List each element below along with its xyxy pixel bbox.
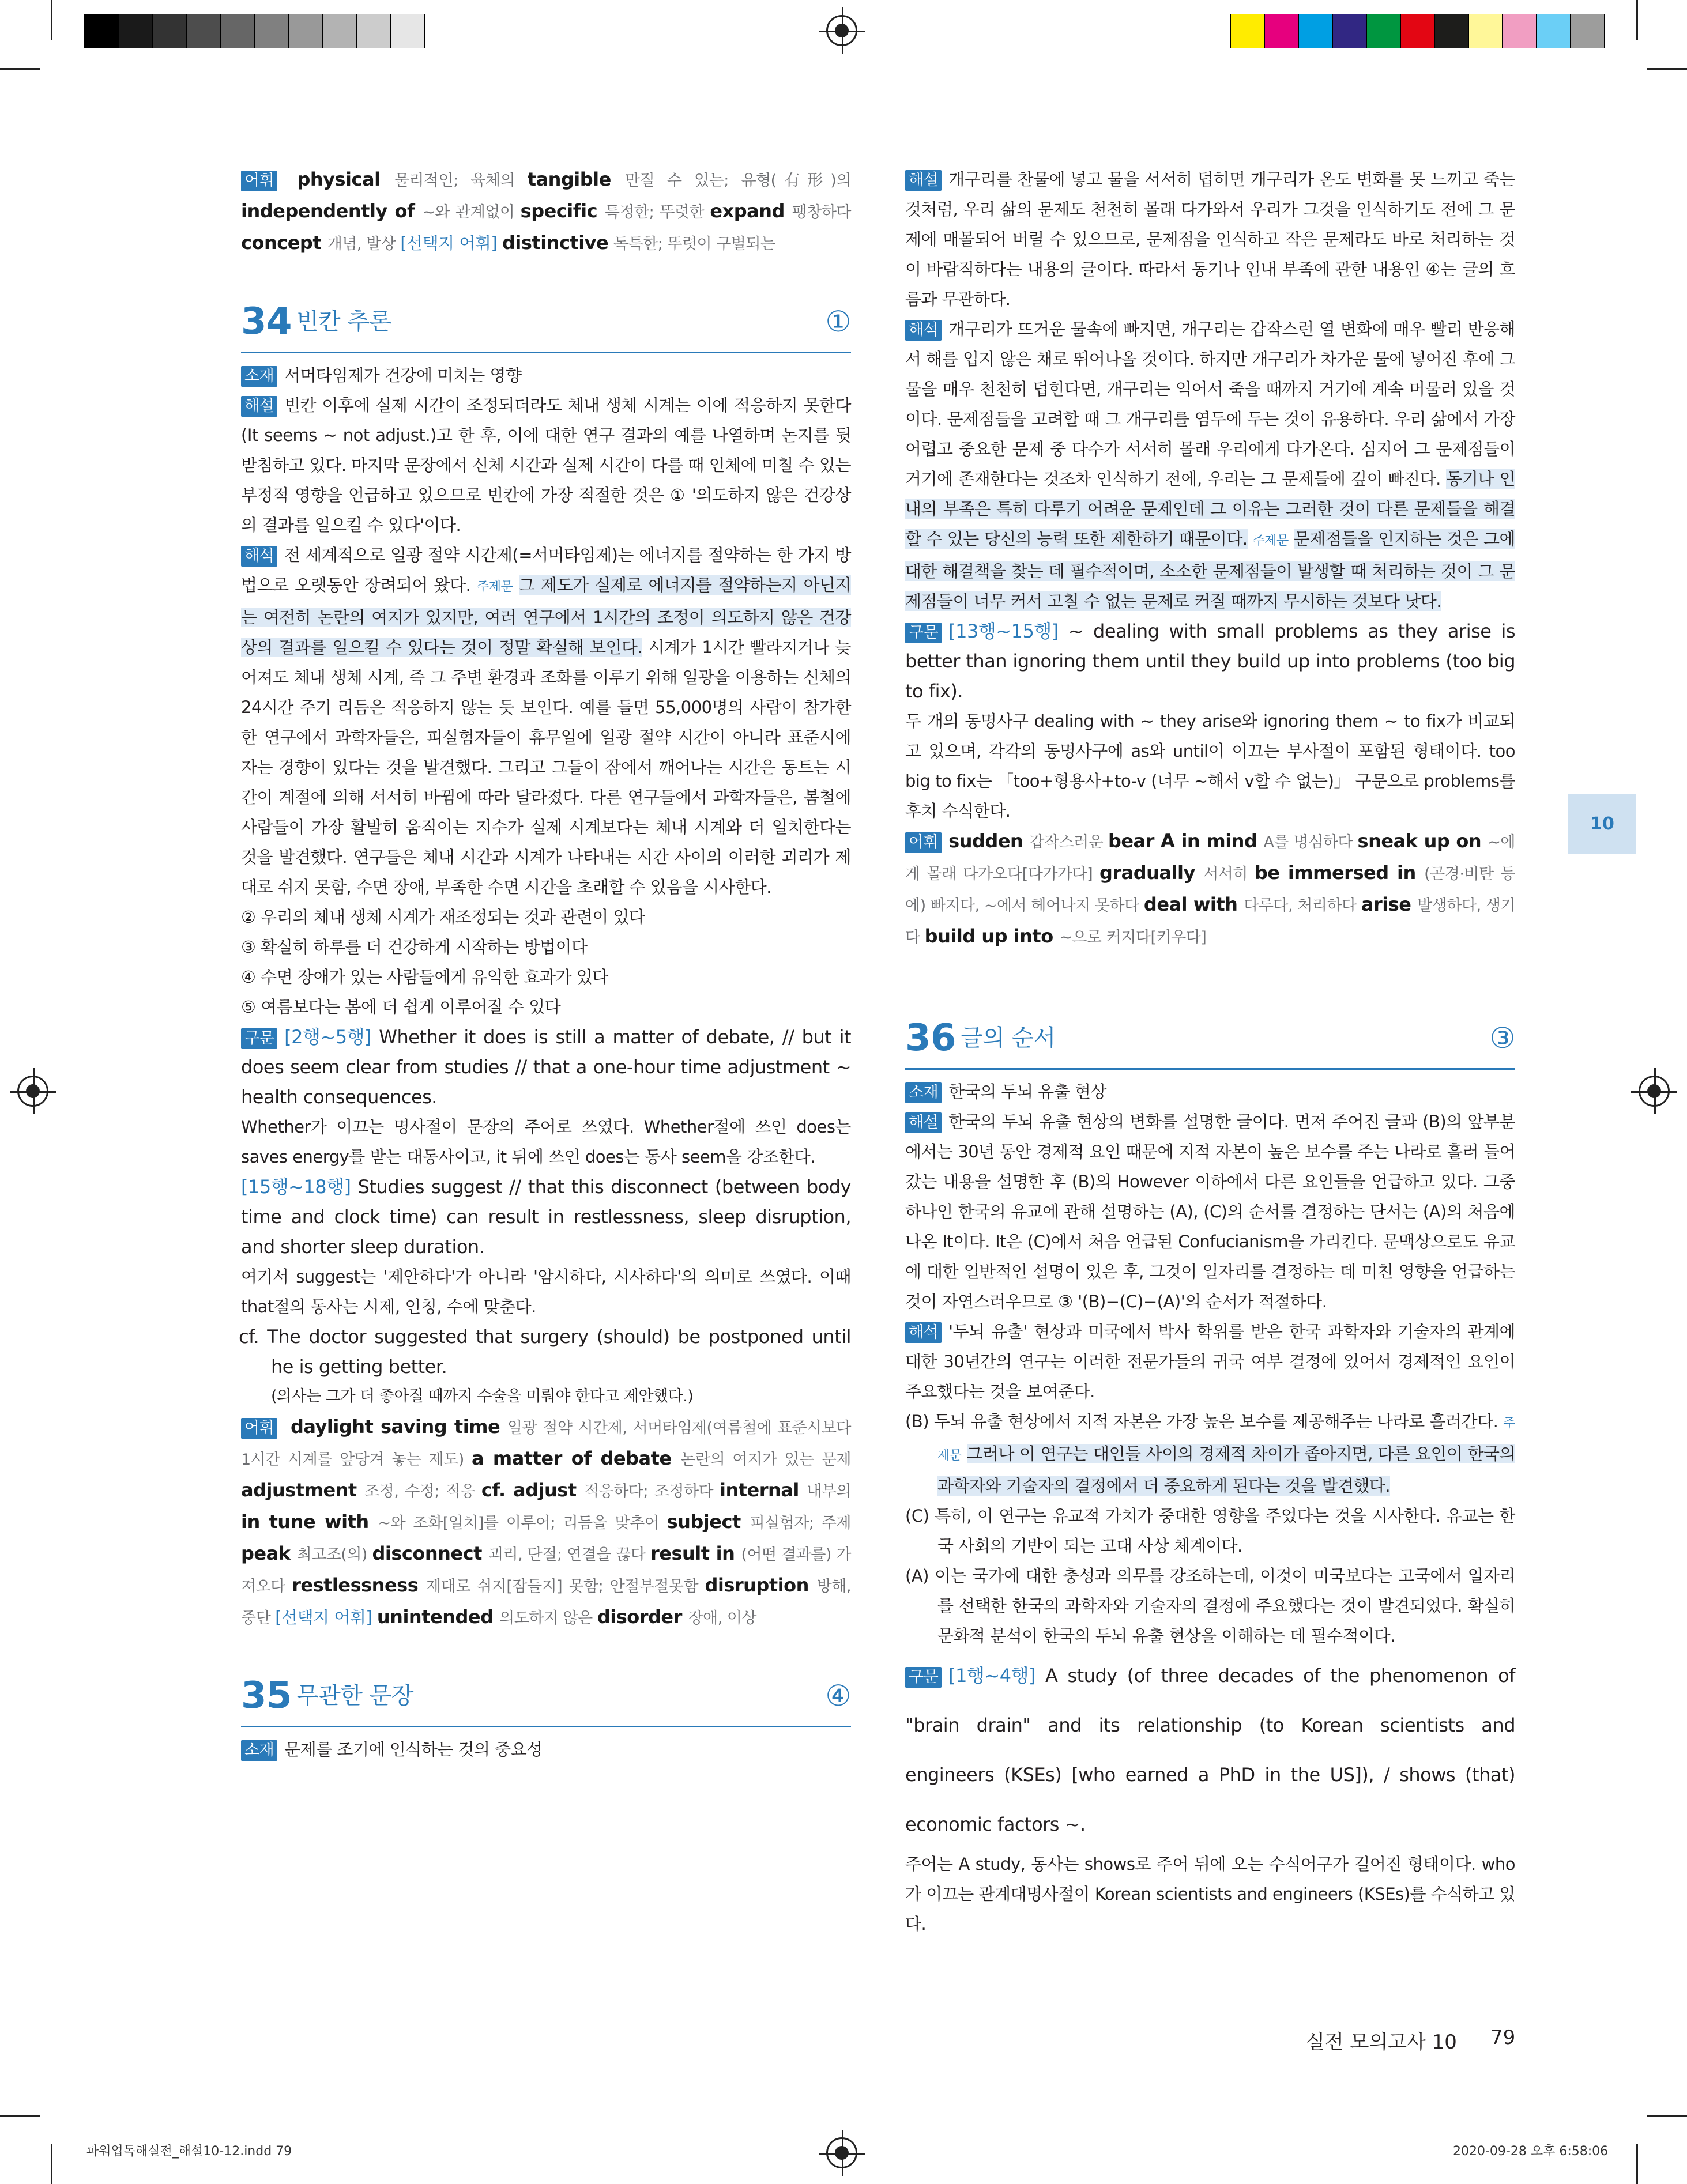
choice-vocab-tag: [선택지 어휘] — [400, 233, 498, 253]
color-swatch — [152, 14, 186, 48]
vocab-word: physical — [297, 168, 394, 190]
color-swatch — [1230, 14, 1264, 48]
vocab-word: in tune with — [241, 1511, 378, 1533]
option-item: ② 우리의 체내 생체 시계가 재조정되는 것과 관련이 있다 — [241, 907, 645, 927]
answer-number: ① — [825, 305, 851, 338]
syntax-36-note: 주어는 A study, 동사는 shows로 주어 뒤에 오는 수식어구가 길어진 형태이다. who가 이끄는 관계대명사절이 Korean scientists and engineers (KSEs)를 수식하고 있다. — [905, 1854, 1515, 1934]
irrelevant-sentence: 동기나 인내의 부족은 특히 다루기 어려운 문제인데 그 이유는 그러한 것이 다른 문제들을 해결할 수 있는 당신의 능력 또한 제한하기 때문이다. — [905, 469, 1515, 549]
color-swatch — [186, 14, 220, 48]
cf-translation: (의사는 그가 더 좋아질 때까지 수술을 미뤄야 한다고 제안했다.) — [271, 1387, 694, 1405]
option-item: ③ 확실히 하루를 더 건강하게 시작하는 방법이다 — [241, 937, 588, 957]
color-swatch — [288, 14, 322, 48]
option-item: ⑤ 여름보다는 봄에 더 쉽게 이루어질 수 있다 — [241, 997, 561, 1017]
color-swatch — [254, 14, 288, 48]
vocab-word: sudden — [948, 830, 1030, 852]
question-number: 35 — [241, 1674, 292, 1717]
registration-mark-top — [826, 15, 857, 46]
vocab-word: a matter of debate — [472, 1447, 681, 1469]
registration-mark-left — [17, 1076, 48, 1107]
theme-sentence: 그 제도가 실제로 에너지를 절약하는지 아닌지는 여전히 논란의 여지가 있지만, 여러 연구에서 1시간의 조정이 의도하지 않은 건강상의 결과를 일으킬 수 있다는 것이 정말 확실해 보인다. — [241, 575, 851, 657]
vocab-meaning: 조정, 수정; 적응 — [364, 1483, 481, 1500]
answer-number: ④ — [825, 1679, 851, 1713]
theme-sentence: 문제점들을 인지하는 것은 그에 대한 해결책을 찾는 데 필수적이며, 소소한 문제점들이 발생할 때 처리하는 것이 그 문제점들이 너무 커서 고칠 수 없는 문제로 커질 때까지 무시하는 것보다 낫다. — [905, 529, 1516, 611]
vocab-word: unintended — [376, 1606, 500, 1628]
registration-mark-bottom — [826, 2137, 857, 2168]
vocab-meaning: 최고조(의) — [296, 1546, 372, 1564]
color-swatch — [1571, 14, 1605, 48]
crop-mark — [0, 68, 40, 70]
vocab-meaning: 논란의 여지가 있는 문제 — [680, 1451, 852, 1469]
vocab-word: subject — [666, 1511, 750, 1533]
vocab-meaning: 괴리, 단절; 연결을 끊다 — [488, 1546, 650, 1564]
vocab-meaning: 일광 절약 시간제, 서머타임제(여름철에 표준시보다 1시간 시계를 앞당겨 놓는 제도) — [241, 1419, 851, 1469]
vocab-meaning: 제대로 쉬지[잠들지] 못함; 안절부절못함 — [426, 1578, 705, 1595]
question-number: 36 — [905, 1017, 957, 1059]
right-column — [905, 164, 1515, 1939]
vocab-meaning: 서서히 — [1203, 865, 1255, 883]
syntax-36: 구문 [1행~4행] A study (of three decades of the phenomenon of "brain drain" and its relationship (to Korean scientists and engineers (KSEs) [who earned a PhD in the US]), / shows (that) economic factors ~. — [905, 1665, 1516, 1835]
vocab-word: disruption — [705, 1574, 817, 1596]
vocab-meaning: 의도하지 않은 — [499, 1609, 597, 1627]
color-swatch — [84, 14, 118, 48]
vocab-word: independently of — [241, 200, 423, 222]
vocab-meaning: 갑작스러운 — [1029, 833, 1108, 851]
syntax-35-note: 두 개의 동명사구 dealing with ~ they arise와 ignoring them ~ to fix가 비교되고 있으며, 각각의 동명사구에 as와 until이 이끄는 부사절이 포함된 형태이다. too big to fix는 「too+형용사+to-v (너무 ~해서 v할 수 없는)」 구문으로 problems를 후치 수식한다. — [905, 711, 1515, 821]
syntax-1-note: Whether가 이끄는 명사절이 문장의 주어로 쓰였다. Whether절에 쓰인 does는 saves energy를 받는 대동사이고, it 뒤에 쓰인 does는 동사 seem을 강조한다. — [241, 1117, 851, 1167]
translation-36: 해석 '두뇌 유출' 현상과 미국에서 박사 학위를 받은 한국 과학자와 기술자의 관계에 대한 30년간의 연구는 이러한 전문가들의 귀국 여부 결정에 있어서 경제적인 요인이 주요했다는 것을 보여준다. — [905, 1322, 1515, 1401]
cf-example: cf. The doctor suggested that surgery (should) be postponed until he is getting better. — [239, 1326, 851, 1378]
question-number: 34 — [241, 300, 292, 343]
crop-mark — [1636, 2144, 1638, 2184]
color-swatch — [220, 14, 254, 48]
vocab-list — [241, 1417, 851, 1627]
question-34-header — [241, 292, 851, 353]
color-swatch — [1332, 14, 1366, 48]
explanation-35: 해설 개구리를 찬물에 넣고 물을 서서히 덥히면 개구리가 온도 변화를 못 느끼고 죽는 것처럼, 우리 삶의 문제도 천천히 몰래 다가와서 우리가 그것을 인식하기도 전에 그 문제에 매몰되어 버릴 수 있으므로, 문제점을 인식하고 작은 문제라도 바로 처리하는 것이 바람직하다는 내용의 글이다. 따라서 동기나 인내 부족에 관한 내용인 ④는 글의 흐름과 무관하다. — [905, 169, 1515, 309]
vocab-word: deal with — [1143, 893, 1244, 915]
vocab-meaning: A를 명심하다 — [1263, 833, 1358, 851]
vocab-word: disconnect — [372, 1542, 488, 1564]
color-swatch — [118, 14, 152, 48]
vocab-meaning: 적응하다; 조정하다 — [584, 1483, 720, 1500]
option-item: ④ 수면 장애가 있는 사람들에게 유익한 효과가 있다 — [241, 967, 608, 987]
paragraph-c: (C) 특히, 이 연구는 유교적 가치가 중대한 영향을 주었다는 것을 시사한다. 유교는 한국 사회의 기반이 되는 고대 사상 체계이다. — [905, 1506, 1515, 1556]
left-column — [241, 164, 851, 1764]
vocab-word: concept — [241, 232, 327, 254]
question-type: 글의 순서 — [961, 1025, 1056, 1051]
vocab-word: result in — [650, 1542, 741, 1564]
vocab-meaning: ~와 관계없이 — [422, 203, 521, 221]
vocab-word: bear A in mind — [1108, 830, 1264, 852]
vocab-word: specific — [520, 200, 605, 222]
wrong-options-list — [241, 902, 851, 1022]
syntax-35: 구문 [13행~15행] ~ dealing with small problems as they arise is better than ignoring them until they build up into problems (too big to fix). — [905, 620, 1516, 702]
crop-mark — [1647, 68, 1687, 70]
syntax-1: 구문 [2행~5행] Whether it does is still a matter of debate, // but it does seem clear from studies // that a one-hour time adjustment ~ health consequences. — [241, 1026, 852, 1108]
topic-line: 소재 서머타임제가 건강에 미치는 영향 — [241, 360, 851, 390]
footer-test-title: 실전 모의고사 10 — [1306, 2031, 1457, 2054]
vocab-meaning: ~으로 커지다[키우다] — [1059, 929, 1207, 946]
vocab-word: daylight saving time — [290, 1416, 507, 1438]
color-swatch — [1537, 14, 1571, 48]
question-type: 무관한 문장 — [296, 1683, 413, 1709]
vocab-meaning: ~와 조화[일치]를 이루어; 리듬을 맞추어 — [378, 1514, 667, 1532]
vocab-meaning: 방해, 중단 — [241, 1578, 851, 1627]
color-swatch — [1400, 14, 1434, 48]
vocab-meaning: ~에게 몰래 다가오다[다가가다] — [905, 833, 1516, 883]
vocab-word: expand — [710, 200, 792, 222]
vocab-meaning: 물리적인; 육체의 — [394, 172, 528, 190]
vocab-meaning: 독특한; 뚜렷이 구별되는 — [613, 235, 775, 253]
vocab-block-35: 어휘 sudden 갑작스러운 bear A in mind A를 명심하다 sneak up on ~에게 몰래 다가오다[다가가다] gradually 서서히 be immersed in (곤경·비탄 등에) 빠지다, ~에서 헤어나지 못하다 deal with 다루다, 처리하다 arise 발생하다, 생기다 build up into ~으로 커지다[키우다] — [905, 830, 1516, 947]
color-swatch — [1366, 14, 1400, 48]
vocab-word: build up into — [924, 925, 1060, 947]
explanation-36: 해설 한국의 두뇌 유출 현상의 변화를 설명한 글이다. 먼저 주어진 글과 (B)의 앞부분에서는 30년 동안 경제적 요인 때문에 지적 자본이 높은 보수를 주는 나라로 흘러 들어갔는 내용을 설명한 후 (B)의 However 이하에서 다른 요인들을 언급하고 있다. 그중 하나인 한국의 유교에 관해 설명하는 (A), (C)의 순서를 결정하는 단서는 (A)의 처음에 나온 It이다. It은 (C)에서 처음 언급된 Confucianism을 가리킨다. 문맥상으로도 유교에 대한 일반적인 설명이 있은 후, 그것이 일자리를 결정하는 데 미친 영향을 언급하는 것이 자연스러우므로 ③ '(B)−(C)−(A)'의 순서가 적절하다. — [905, 1112, 1515, 1311]
color-swatch — [1434, 14, 1468, 48]
vocab-word: gradually — [1099, 862, 1204, 884]
vocab-word: cf. adjust — [481, 1479, 585, 1501]
color-swatch — [356, 14, 390, 48]
crop-mark — [1636, 0, 1638, 40]
vocab-meaning: 내부의 — [807, 1483, 852, 1500]
paragraph-b: (B) 두뇌 유출 현상에서 지적 자본은 가장 높은 보수를 제공해주는 나라로 흘러간다. 주제문 그러나 이 연구는 대인들 사이의 경제적 차이가 좁아지면, 다른 요인이 한국의 과학자와 기술자의 결정에서 더 중요하게 된다는 것을 발견했다. — [905, 1412, 1515, 1496]
cmyk-color-bar — [1230, 14, 1605, 48]
page-number: 79 — [1490, 2026, 1516, 2049]
slug-datetime: 2020-09-28 오후 6:58:06 — [1453, 2144, 1609, 2159]
crop-mark — [1647, 2115, 1687, 2117]
vocab-block-33 — [241, 164, 851, 259]
vocab-word: tangible — [527, 168, 626, 190]
vocab-meaning: 피실험자; 주제 — [750, 1514, 852, 1532]
vocab-word: be immersed in — [1254, 862, 1425, 884]
vocab-meaning: (어떤 결과를) 가져오다 — [241, 1546, 852, 1595]
explanation: 해설 빈칸 이후에 실제 시간이 조정되더라도 체내 생체 시계는 이에 적응하지 못한다(It seems ~ not adjust.)고 한 후, 이에 대한 연구 결과의 예를 나열하며 논지를 뒷받침하고 있다. 마지막 문장에서 신체 시간과 실제 시간이 다를 때 인체에 미칠 수 있는 부정적 영향을 언급하고 있으므로 빈칸에 가장 적절한 것은 ① '의도하지 않은 건강상의 결과를 일으킬 수 있다'이다. — [241, 395, 851, 535]
vocab-word: peak — [241, 1542, 297, 1564]
question-type: 빈칸 추론 — [296, 308, 391, 335]
vocab-meaning: 만질 수 있는; 유형(有形)의 — [625, 172, 851, 190]
color-swatch — [322, 14, 356, 48]
choice-vocab-list — [377, 1608, 756, 1627]
syntax-2: [15행~18행] Studies suggest // that this disconnect (between body time and clock time) can result in restlessness, sleep disruption, and shorter sleep duration. — [241, 1176, 852, 1258]
crop-mark — [0, 2115, 40, 2117]
color-swatch — [1298, 14, 1332, 48]
color-swatch — [1503, 14, 1537, 48]
vocab-meaning: 팽창하다 — [792, 203, 851, 221]
vocab-tag: 어휘 — [241, 171, 277, 191]
topic-line: 소재 문제를 조기에 인식하는 것의 중요성 — [241, 1734, 851, 1764]
vocab-word: distinctive — [502, 232, 609, 254]
answer-number: ③ — [1489, 1021, 1515, 1055]
registration-mark-right — [1639, 1076, 1670, 1107]
color-swatch — [390, 14, 424, 48]
vocab-list — [905, 832, 1515, 946]
vocab-word: arise — [1361, 893, 1418, 915]
crop-mark — [51, 0, 52, 40]
vocab-meaning: 발생하다, 생기다 — [905, 897, 1516, 946]
vocab-word: disorder — [597, 1606, 688, 1628]
vocab-meaning: 특정한; 뚜렷한 — [604, 203, 710, 221]
vocab-word: sneak up on — [1357, 830, 1488, 852]
topic-line: 소재 한국의 두뇌 유출 현상 — [905, 1077, 1515, 1107]
paragraph-a: (A) 이는 국가에 대한 충성과 의무를 강조하는데, 이것이 미국보다는 고국에서 일자리를 선택한 한국의 과학자와 기술자의 결정에 주요했다는 것이 발견되었다. 확실히 문화적 분석이 한국의 두뇌 유출 현상을 이해하는 데 필수적이다. — [905, 1566, 1515, 1646]
vocab-meaning: 장애, 이상 — [688, 1609, 757, 1627]
vocab-word: internal — [720, 1479, 807, 1501]
color-swatch — [424, 14, 458, 48]
slug-filename: 파워업독해실전_해설10-12.indd 79 — [86, 2144, 292, 2159]
chapter-side-tab: 10 — [1568, 794, 1636, 854]
color-swatch — [1468, 14, 1503, 48]
translation: 해석 전 세계적으로 일광 절약 시간제(=서머타임제)는 에너지를 절약하는 한 가지 방법으로 오랫동안 장려되어 왔다. 주제문 그 제도가 실제로 에너지를 절약하는지 아닌지는 여전히 논란의 여지가 있지만, 여러 연구에서 1시간의 조정이 의도하지 않은 건강상의 결과를 일으킬 수 있다는 것이 정말 확실해 보인다. 시계가 1시간 빨라지거나 늦어져도 체내 생체 시계, 즉 그 주변 환경과 조화를 이루기 위해 일광을 이용하는 신체의 24시간 주기 리듬은 적응하지 않는 듯 보인다. 예를 들면 55,000명의 사람이 참가한 한 연구에서 과학자들은, 피실험자들이 휴무일에 일광 절약 시간이 아니라 표준시에 자는 경향이 있다는 것을 발견했다. 그리고 그들이 잠에서 깨어나는 시간은 동트는 시간이 계절에 의해 서서히 바뀜에 따라 달라졌다. 다른 연구들에서 과학자들은, 봄철에 사람들이 가장 활발히 움직이는 지수가 실제 시계보다는 체내 시계와 더 일치한다는 것을 발견했다. 연구들은 체내 시간과 시계가 나타내는 시간 사이의 이러한 괴리가 제대로 쉬지 못함, 수면 장애, 부족한 수면 시간을 초래할 수 있음을 시사한다. — [241, 545, 851, 897]
theme-label: 주제문 — [477, 580, 513, 594]
vocab-word: restlessness — [292, 1574, 427, 1596]
question-36-header — [905, 1008, 1515, 1070]
theme-label: 주제문 — [1252, 534, 1289, 548]
translation-35: 해석 개구리가 뜨거운 물속에 빠지면, 개구리는 갑작스런 열 변화에 매우 빨리 반응해서 해를 입지 않은 채로 뛰어나올 것이다. 하지만 개구리가 차가운 물에 넣어진 후에 그 물을 매우 천천히 덥힌다면, 개구리는 익어서 죽을 때까지 거기에 계속 머물러 있을 것이다. 문제점들을 고려할 때 그 개구리를 염두에 두는 것이 유용하다. 우리 삶에서 가장 어렵고 중요한 문제 중 다수가 서서히 몰래 우리에게 다가온다. 심지어 그 문제점들이 거기에 존재한다는 것조차 인식하기 전에, 우리는 그 문제들에 깊이 빠진다. 동기나 인내의 부족은 특히 다루기 어려운 문제인데 그 이유는 그러한 것이 다른 문제들을 해결할 수 있는 당신의 능력 또한 제한하기 때문이다. 주제문 문제점들을 인지하는 것은 그에 대한 해결책을 찾는 데 필수적이며, 소소한 문제점들이 발생할 때 처리하는 것이 그 문제점들이 너무 커서 고칠 수 없는 문제로 커질 때까지 무시하는 것보다 낫다. — [905, 319, 1516, 611]
vocab-block-34: 어휘 daylight saving time 일광 절약 시간제, 서머타임제(여름철에 표준시보다 1시간 시계를 앞당겨 놓는 제도) a matter of debate 논란의 여지가 있는 문제 adjustment 조정, 수정; 적응 cf. adjust 적응하다; 조정하다 internal 내부의 in tune with ~와 조화[일치]를 이루어; 리듬을 맞추어 subject 피실험자; 주제 peak 최고조(의) disconnect 괴리, 단절; 연결을 끊다 result in (어떤 결과를) 가져오다 restlessness 제대로 쉬지[잠들지] 못함; 안절부절못함 disruption 방해, 중단 [선택지 어휘] unintended 의도하지 않은 disorder 장애, 이상 — [241, 1416, 852, 1628]
crop-mark — [51, 2144, 52, 2184]
vocab-word: adjustment — [241, 1479, 365, 1501]
vocab-meaning: 다루다, 처리하다 — [1244, 897, 1361, 915]
syntax-2-note: 여기서 suggest는 '제안하다'가 아니라 '암시하다, 시사하다'의 의미로 쓰였다. 이때 that절의 동사는 시제, 인칭, 수에 맞춘다. — [241, 1267, 851, 1317]
color-swatch — [1264, 14, 1298, 48]
grayscale-color-bar — [84, 14, 458, 48]
question-35-header — [241, 1666, 851, 1727]
vocab-meaning: 개념, 발상 — [327, 235, 401, 253]
vocab-meaning: (곤경·비탄 등에) 빠지다, ~에서 헤어나지 못하다 — [905, 865, 1515, 915]
